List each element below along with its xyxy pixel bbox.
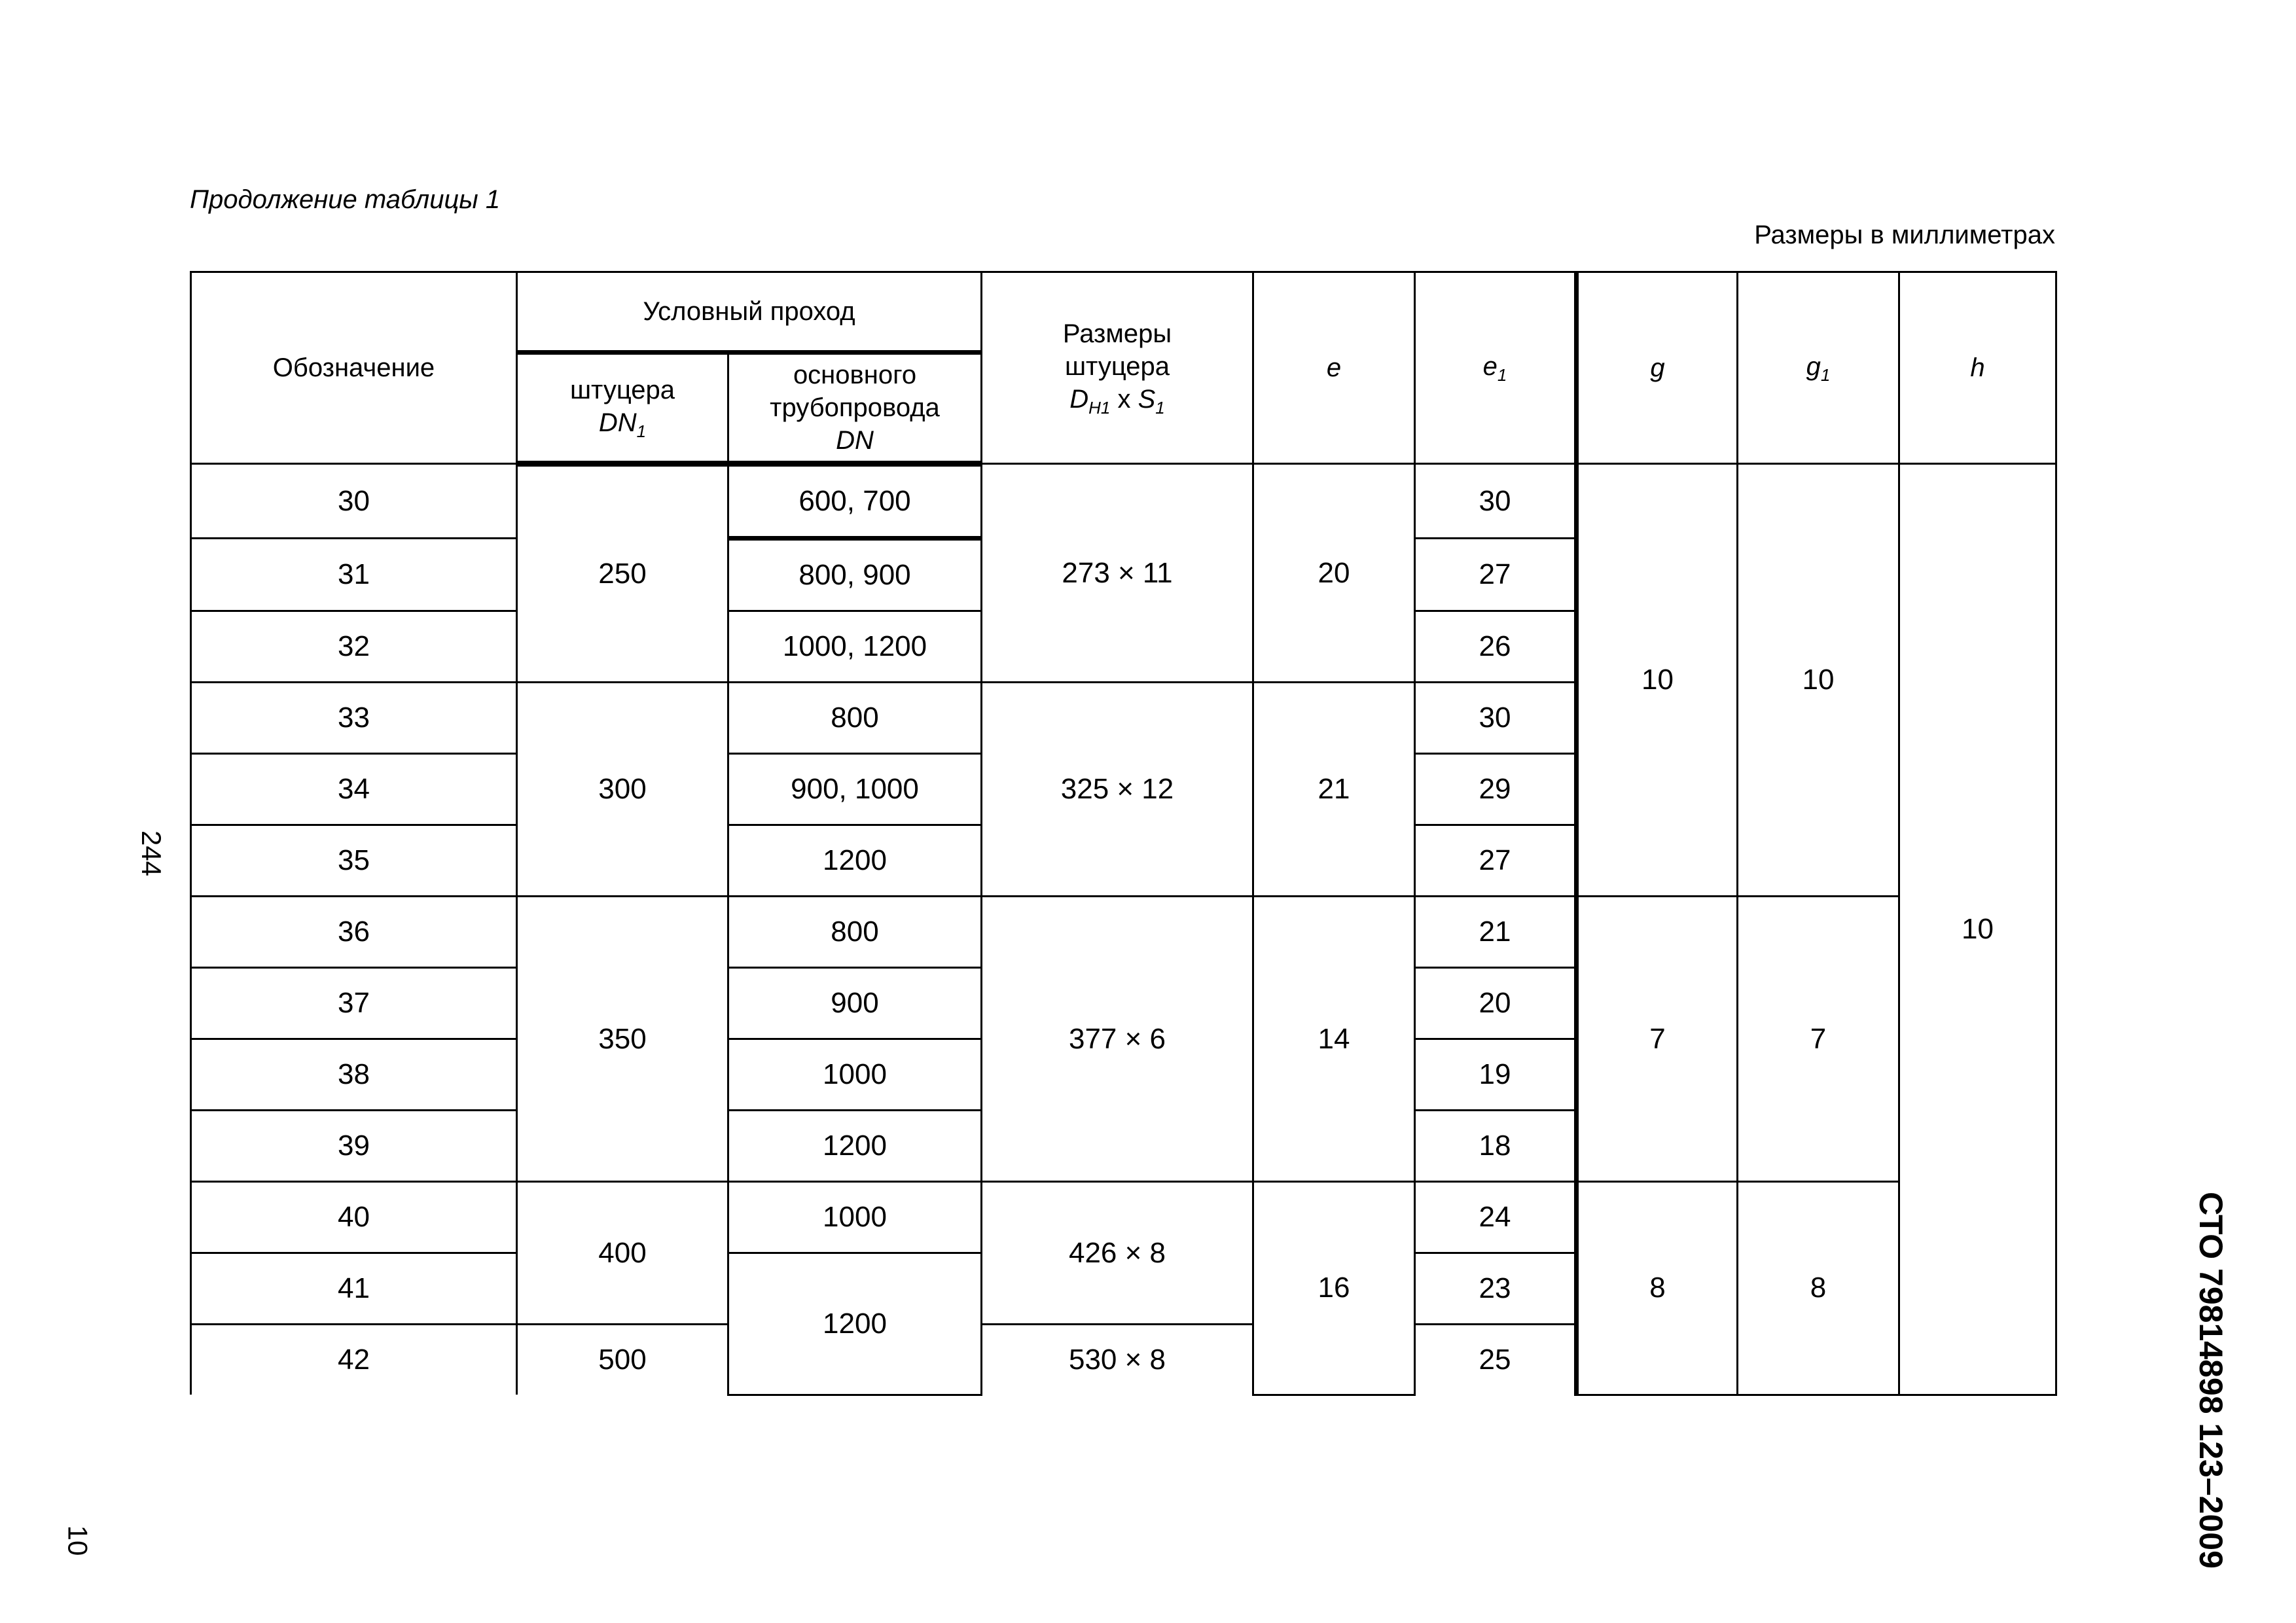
dimensions-table (190, 271, 2057, 1396)
cell-designation: 38 (191, 1039, 517, 1111)
cell-g1: 8 (1738, 1182, 1899, 1395)
cell-designation: 42 (191, 1325, 517, 1395)
cell-main-dn: 1200 (728, 1253, 982, 1395)
header-nominal-passage: Условный проход (517, 272, 982, 353)
cell-sizes: 325 × 12 (982, 683, 1253, 897)
header-h: h (1899, 272, 2056, 464)
cell-main-dn: 1000 (728, 1039, 982, 1111)
cell-g: 8 (1577, 1182, 1738, 1395)
cell-main-dn: 1200 (728, 825, 982, 897)
cell-e: 14 (1253, 897, 1415, 1182)
cell-main-dn: 800 (728, 897, 982, 968)
cell-main-dn: 800 (728, 683, 982, 754)
header-e: e (1253, 272, 1415, 464)
cell-h: 10 (1899, 464, 2056, 1395)
cell-designation: 32 (191, 611, 517, 683)
cell-designation: 31 (191, 539, 517, 611)
cell-fitting-dn: 400 (517, 1182, 728, 1325)
cell-g: 7 (1577, 897, 1738, 1182)
standard-designation: СТО 79814898 123–2009 (2192, 1192, 2229, 1569)
page-number-bottom: 10 (62, 1525, 94, 1556)
cell-designation: 40 (191, 1182, 517, 1253)
cell-main-dn: 1000, 1200 (728, 611, 982, 683)
cell-designation: 34 (191, 754, 517, 825)
cell-fitting-dn: 350 (517, 897, 728, 1182)
cell-g1: 10 (1738, 464, 1899, 897)
cell-designation: 36 (191, 897, 517, 968)
table-row (191, 897, 2056, 968)
cell-e1: 24 (1415, 1182, 1577, 1253)
cell-main-dn: 600, 700 (728, 464, 982, 539)
cell-e1: 25 (1415, 1325, 1577, 1395)
cell-fitting-dn: 500 (517, 1325, 728, 1395)
table-caption: Продолжение таблицы 1 (190, 185, 501, 214)
cell-e: 20 (1253, 464, 1415, 683)
cell-e1: 20 (1415, 968, 1577, 1039)
cell-g: 10 (1577, 464, 1738, 897)
cell-sizes: 273 × 11 (982, 464, 1253, 683)
cell-designation: 41 (191, 1253, 517, 1325)
cell-designation: 37 (191, 968, 517, 1039)
cell-e: 21 (1253, 683, 1415, 897)
cell-e1: 30 (1415, 464, 1577, 539)
header-e1: $e_1$ (1415, 272, 1577, 464)
header-main-pipe-dn: основного трубопровода DN (728, 353, 982, 464)
cell-main-dn: 1200 (728, 1111, 982, 1182)
header-g: g (1577, 272, 1738, 464)
header-fitting-dn: штуцера $DN_1$ (517, 353, 728, 464)
cell-designation: 35 (191, 825, 517, 897)
cell-e1: 30 (1415, 683, 1577, 754)
table-row (191, 464, 2056, 539)
cell-e1: 27 (1415, 539, 1577, 611)
header-fitting-sizes: Размеры штуцера $D_{H1}$ x $S_1$ (982, 272, 1253, 464)
cell-e1: 27 (1415, 825, 1577, 897)
header-designation: Обозначение (191, 272, 517, 464)
cell-e1: 29 (1415, 754, 1577, 825)
cell-designation: 39 (191, 1111, 517, 1182)
table-row (191, 1182, 2056, 1253)
cell-designation: 33 (191, 683, 517, 754)
cell-g1: 7 (1738, 897, 1899, 1182)
page-number-side: 244 (136, 830, 168, 877)
cell-e: 16 (1253, 1182, 1415, 1395)
cell-main-dn: 800, 900 (728, 539, 982, 611)
cell-main-dn: 900, 1000 (728, 754, 982, 825)
cell-sizes: 377 × 6 (982, 897, 1253, 1182)
cell-sizes: 426 × 8 (982, 1182, 1253, 1325)
units-note: Размеры в миллиметрах (1754, 221, 2055, 249)
cell-main-dn: 900 (728, 968, 982, 1039)
cell-fitting-dn: 300 (517, 683, 728, 897)
cell-main-dn: 1000 (728, 1182, 982, 1253)
cell-e1: 19 (1415, 1039, 1577, 1111)
cell-fitting-dn: 250 (517, 464, 728, 683)
cell-e1: 26 (1415, 611, 1577, 683)
cell-designation: 30 (191, 464, 517, 539)
cell-e1: 18 (1415, 1111, 1577, 1182)
cell-sizes: 530 × 8 (982, 1325, 1253, 1395)
header-g1: $g_1$ (1738, 272, 1899, 464)
cell-e1: 21 (1415, 897, 1577, 968)
cell-e1: 23 (1415, 1253, 1577, 1325)
